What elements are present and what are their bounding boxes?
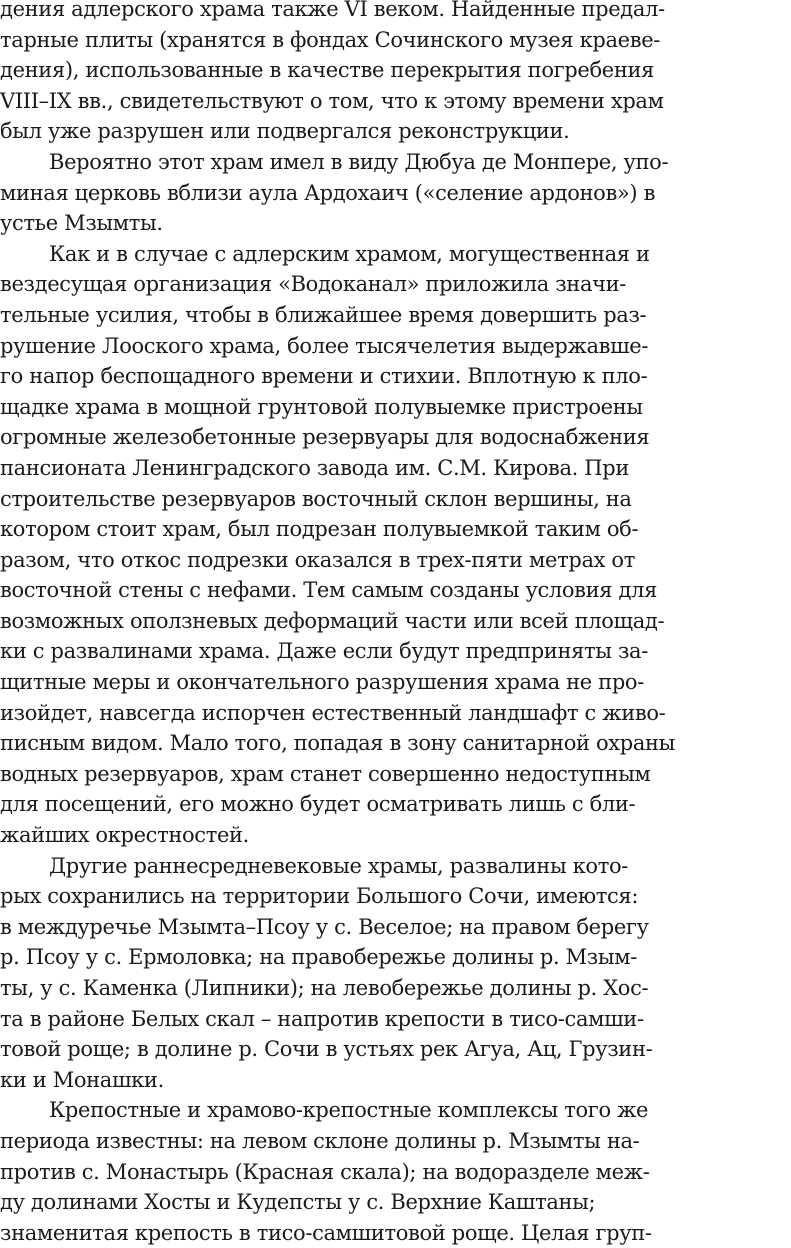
- paragraph-2: [0, 147, 791, 239]
- text-line: был уже разрушен или подвергался реконструкции.: [0, 119, 570, 144]
- text-line: товой роще; в долине р. Сочи в устьях рек Агуа, Ац, Грузин-: [0, 1037, 653, 1062]
- text-line: изойдет, навсегда испорчен естественный ландшафт с живо-: [0, 700, 666, 725]
- text-line: писным видом. Мало того, попадая в зону санитарной охраны: [0, 731, 676, 756]
- text-line: Вероятно этот храм имел в виду Дюбуа де Монпере, упо-: [49, 149, 669, 174]
- text-line: Крепостные и храмово-крепостные комплексы того же: [49, 1098, 649, 1123]
- text-line: устье Мзымты.: [0, 211, 163, 236]
- text-line: тарные плиты (хранятся в фондах Сочинского музея краеве-: [0, 27, 661, 52]
- text-line: строительстве резервуаров восточный склон вершины, на: [0, 486, 632, 511]
- text-line: рых сохранились на территории Большого Сочи, имеются:: [0, 884, 639, 909]
- text-line: го напор беспощадного времени и стихии. Вплотную к пло-: [0, 364, 648, 389]
- text-line: жайших окрестностей.: [0, 823, 250, 848]
- text-line: ты, у с. Каменка (Липники); на левобережье долины р. Хос-: [0, 976, 649, 1000]
- text-line: Другие раннесредневековые храмы, развалины кото-: [49, 853, 629, 878]
- text-line: щадке храма в мощной грунтовой полувыемке пристроены: [0, 394, 643, 419]
- text-line: р. Псоу у с. Ермоловка; на правобережье долины р. Мзым-: [0, 945, 637, 970]
- text-line: дения), использованные в качестве перекрытия погребения: [0, 58, 655, 83]
- paragraph-5: [0, 1095, 791, 1248]
- text-line: та в районе Белых скал – напротив крепости в тисо-самши-: [0, 1006, 644, 1031]
- text-line: щитные меры и окончательного разрушения храма не про-: [0, 670, 644, 695]
- text-line: тельные усилия, чтобы в ближайшее время довершить раз-: [0, 302, 647, 327]
- text-line: вездесущая организация «Водоканал» приложила значи-: [0, 272, 627, 297]
- text-line: VIII–IX вв., свидетельствуют о том, что к этому времени храм: [0, 88, 664, 113]
- paragraph-1: [0, 0, 791, 147]
- text-line: возможных оползневых деформаций части или всей площад-: [0, 608, 665, 633]
- text-line: пансионата Ленинградского завода им. С.М. Кирова. При: [0, 455, 630, 480]
- text-line: водных резервуаров, храм станет совершенно недоступным: [0, 761, 651, 786]
- text-line: разом, что откос подрезки оказался в трех-пяти метрах от: [0, 547, 635, 572]
- text-line: огромные железобетонные резервуары для водоснабжения: [0, 425, 650, 450]
- text-line: в междуречье Мзымта–Псоу у с. Веселое; на правом берегу: [0, 914, 649, 939]
- text-line: против с. Монастырь (Красная скала); на водоразделе меж-: [0, 1159, 650, 1184]
- text-line: ки с развалинами храма. Даже если будут предприняты за-: [0, 639, 648, 664]
- text-line: Как и в случае с адлерским храмом, могущественная и: [49, 241, 650, 266]
- paragraph-4: [0, 851, 791, 1096]
- text-line: миная церковь вблизи аула Ардохаич («селение ардонов») в: [0, 180, 656, 205]
- text-line: знаменитая крепость в тисо-самшитовой роще. Целая груп-: [0, 1220, 652, 1245]
- text-line: ду долинами Хосты и Кудепсты у с. Верхние Каштаны;: [0, 1190, 596, 1215]
- text-line: рушение Лооского храма, более тысячелетия выдержавше-: [0, 333, 649, 358]
- text-line: дения адлерского храма также VI веком. Найденные предал-: [0, 0, 665, 21]
- text-line: восточной стены с нефами. Тем самым созданы условия для: [0, 578, 657, 603]
- text-line: ки и Монашки.: [0, 1067, 164, 1092]
- text-line: периода известны: на левом склоне долины р. Мзымты на-: [0, 1128, 640, 1153]
- text-line: котором стоит храм, был подрезан полувыемкой таким об-: [0, 517, 639, 542]
- paragraph-3: [0, 239, 791, 851]
- text-line: для посещений, его можно будет осматривать лишь с бли-: [0, 792, 636, 817]
